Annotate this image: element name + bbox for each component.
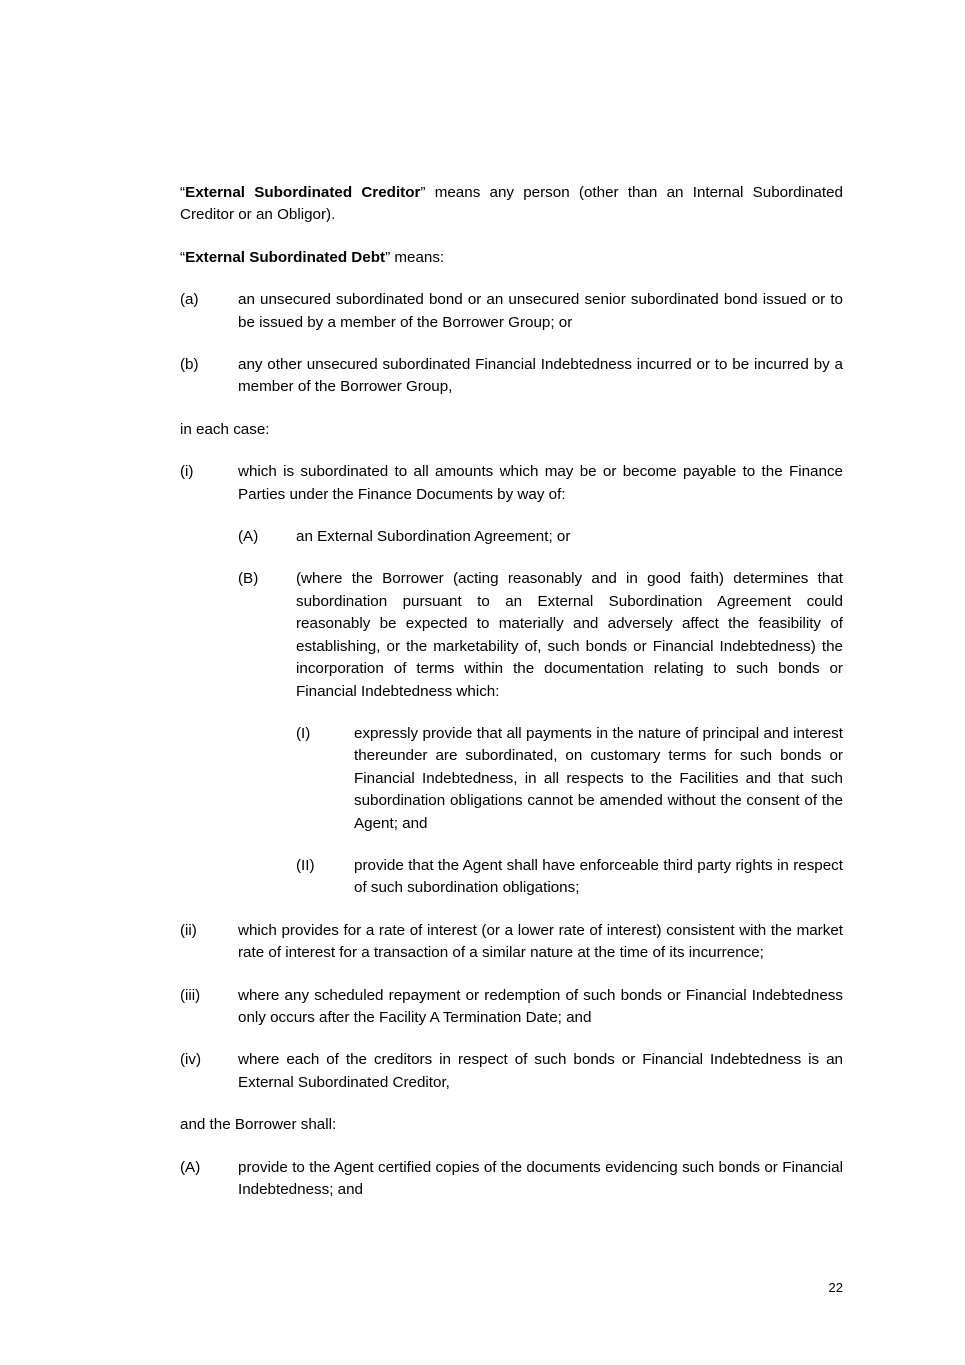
definition-text: ” means any person (other than an Internal Subordinated Creditor or an Obligor). bbox=[180, 184, 843, 224]
defined-term: External Subordinated Debt bbox=[185, 248, 386, 266]
item-text: where any scheduled repayment or redemption of such bonds or Financial Indebtedness only occurs after the Facility A Termination Date; and bbox=[238, 986, 843, 1026]
list-item bbox=[180, 289, 843, 334]
list-item bbox=[180, 1049, 843, 1094]
item-text: (where the Borrower (acting reasonably and in good faith) determines that subordination pursuant to an External Subordination Agreement could reasonably be expected to materially and adversely affect the feasibility of establishing, or the marketability of, such bonds or Financial Indebtedness) the incorporation of terms within the documentation relating to such bonds or Financial Indebtedness which: bbox=[296, 570, 843, 700]
item-label: (A) bbox=[180, 1158, 201, 1176]
item-label: (B) bbox=[238, 570, 259, 588]
page-content bbox=[180, 182, 843, 1221]
item-text: provide to the Agent certified copies of the documents evidencing such bonds or Financial Indebtedness; and bbox=[238, 1158, 843, 1198]
list-item bbox=[180, 985, 843, 1030]
item-label: (i) bbox=[180, 463, 194, 481]
open-quote: “ bbox=[180, 184, 186, 201]
item-label: (A) bbox=[238, 528, 259, 546]
item-text: an unsecured subordinated bond or an unsecured senior subordinated bond issued or to be issued by a member of the Borrower Group; or bbox=[238, 291, 843, 331]
item-text: an External Subordination Agreement; or bbox=[296, 528, 571, 546]
item-text: where each of the creditors in respect of such bonds or Financial Indebtedness is an External Subordinated Creditor, bbox=[238, 1051, 843, 1091]
page-number: 22 bbox=[828, 1280, 843, 1295]
item-text: which provides for a rate of interest (or a lower rate of interest) consistent with the market rate of interest for a transaction of a similar nature at the time of its incurrence; bbox=[238, 921, 843, 962]
in-each-case-text: in each case: bbox=[180, 420, 270, 438]
list-item bbox=[180, 461, 843, 506]
item-label: (iv) bbox=[180, 1051, 202, 1069]
list-item bbox=[238, 526, 843, 548]
item-label: (b) bbox=[180, 356, 199, 374]
item-text: provide that the Agent shall have enforceable third party rights in respect of such subordination obligations; bbox=[354, 856, 843, 897]
definition-text: ” means: bbox=[385, 248, 445, 266]
open-quote: “ bbox=[180, 248, 186, 266]
list-item bbox=[180, 354, 843, 399]
item-label: (I) bbox=[296, 724, 311, 742]
list-item bbox=[296, 855, 843, 900]
item-label: (ii) bbox=[180, 921, 197, 939]
borrower-shall-text: and the Borrower shall: bbox=[180, 1116, 337, 1134]
item-text: any other unsecured subordinated Financial Indebtedness incurred or to be incurred by a member of the Borrower Group, bbox=[238, 356, 843, 396]
list-item bbox=[180, 1157, 843, 1202]
list-item bbox=[296, 723, 843, 835]
item-text: expressly provide that all payments in the nature of principal and interest thereunder are subordinated, on customary terms for such bonds or Financial Indebtedness, in all respects to the Facilities and that such subordination obligations cannot be amended without the consent of the Agent; and bbox=[354, 724, 843, 832]
definition-external-subordinated-debt bbox=[180, 247, 843, 269]
list-item bbox=[180, 920, 843, 965]
defined-term: External Subordinated Creditor bbox=[185, 184, 421, 201]
item-label: (II) bbox=[296, 856, 315, 874]
item-label: (iii) bbox=[180, 986, 201, 1004]
item-text: which is subordinated to all amounts which may be or become payable to the Finance Parties under the Finance Documents by way of: bbox=[238, 463, 843, 503]
item-label: (a) bbox=[180, 291, 199, 309]
list-item bbox=[238, 568, 843, 702]
definition-external-subordinated-creditor bbox=[180, 182, 843, 227]
